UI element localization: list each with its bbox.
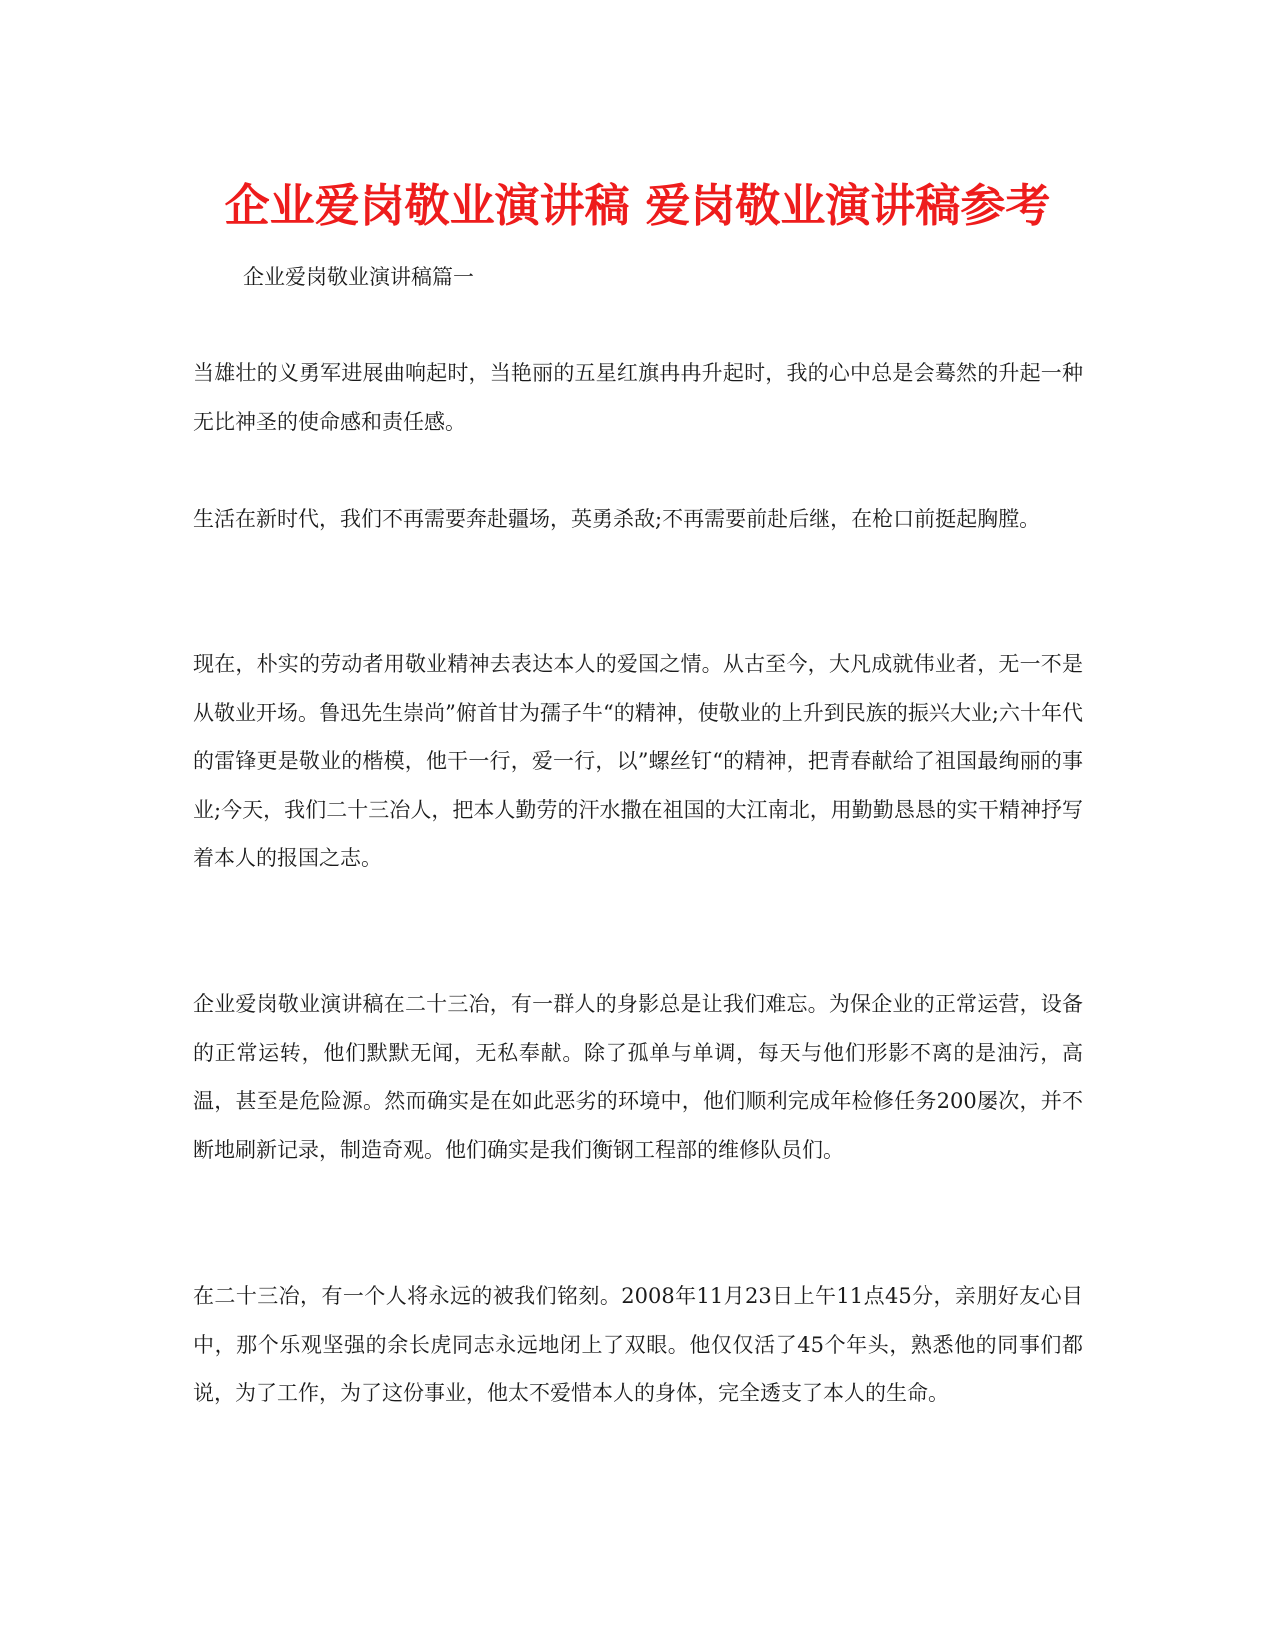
paragraph-1: 当雄壮的义勇军进展曲响起时，当艳丽的五星红旗冉冉升起时，我的心中总是会蓦然的升起一种无比神圣的使命感和责任感。 (193, 361, 1083, 434)
paragraph-2: 生活在新时代，我们不再需要奔赴疆场，英勇杀敌;不再需要前赴后继，在枪口前挺起胸膛。 (193, 507, 1041, 531)
document-title: 企业爱岗敬业演讲稿 爱岗敬业演讲稿参考 (224, 179, 1051, 232)
section-heading: 企业爱岗敬业演讲稿篇一 (243, 265, 474, 289)
paragraph-4: 企业爱岗敬业演讲稿在二十三冶，有一群人的身影总是让我们难忘。为保企业的正常运营，设备的正常运转，他们默默无闻，无私奉献。除了孤单与单调，每天与他们形影不离的是油污，高温，甚至是危险源。然而确实是在如此恶劣的环境中，他们顺利完成年检修任务200屡次，并不断地刷新记录，制造奇观。他们确实是我们衡钢工程部的维修队员们。 (193, 992, 1083, 1162)
paragraph-3: 现在，朴实的劳动者用敬业精神去表达本人的爱国之情。从古至今，大凡成就伟业者，无一不是从敬业开场。鲁迅先生崇尚”俯首甘为孺子牛“的精神，使敬业的上升到民族的振兴大业;六十年代的雷锋更是敬业的楷模，他干一行，爱一行，以”螺丝钉“的精神，把青春献给了祖国最绚丽的事业;今天，我们二十三冶人，把本人勤劳的汗水撒在祖国的大江南北，用勤勤恳恳的实干精神抒写着本人的报国之志。 (193, 652, 1083, 870)
paragraph-5: 在二十三冶，有一个人将永远的被我们铭刻。2008年11月23日上午11点45分，亲朋好友心目中，那个乐观坚强的余长虎同志永远地闭上了双眼。他仅仅活了45个年头，熟悉他的同事们都说，为了工作，为了这份事业，他太不爱惜本人的身体，完全透支了本人的生命。 (193, 1284, 1083, 1405)
